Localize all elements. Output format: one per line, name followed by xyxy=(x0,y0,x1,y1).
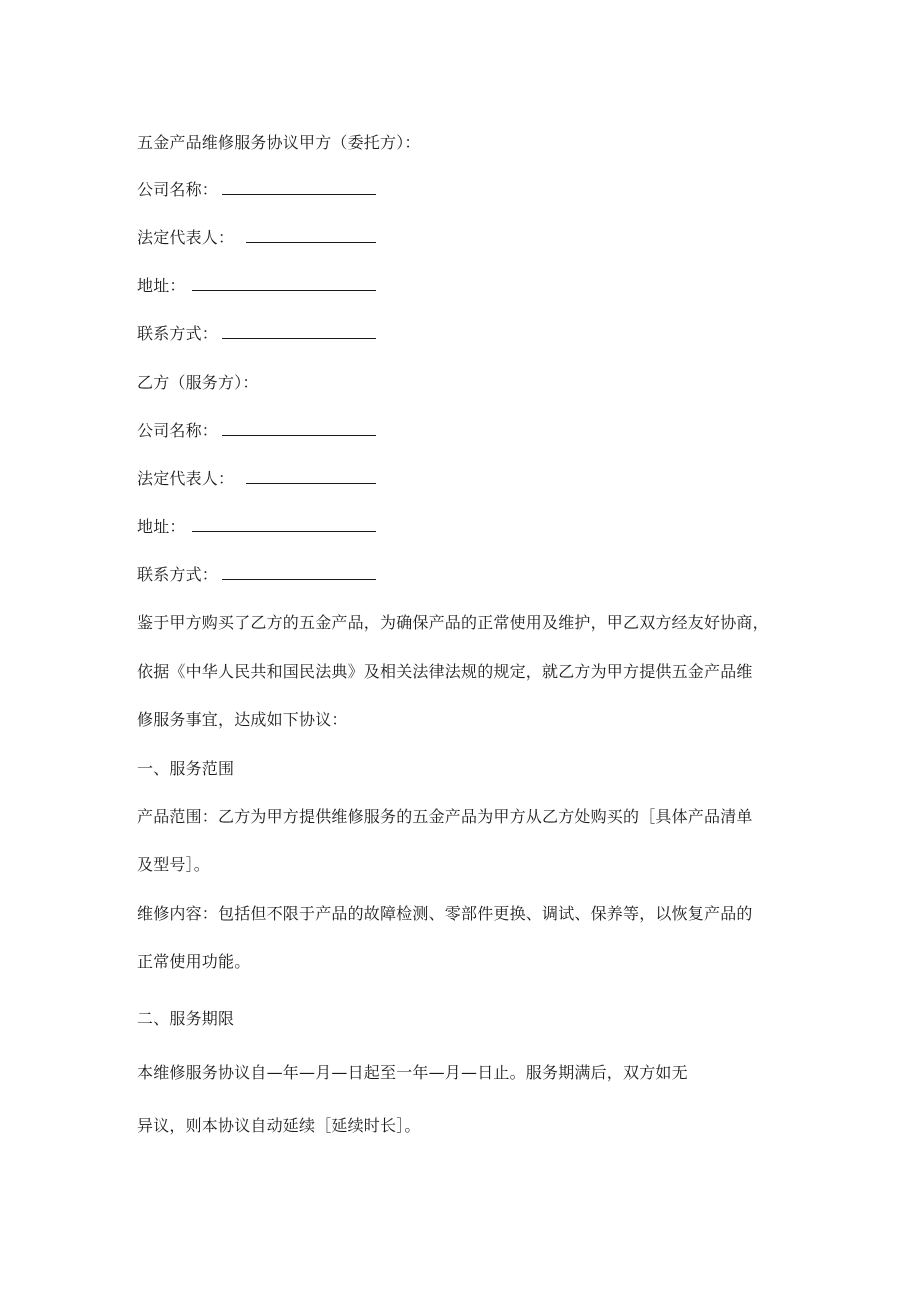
party-b-contact-row xyxy=(137,565,376,585)
party-b-company-blank[interactable] xyxy=(222,421,376,436)
party-b-rep-row xyxy=(137,469,376,489)
party-b-heading: 乙方（服务方）： xyxy=(137,373,259,392)
party-b-contact-label: 联系方式： xyxy=(137,565,219,584)
product-scope-line-1: 产品范围：乙方为甲方提供维修服务的五金产品为甲方从乙方处购买的［具体产品清单 xyxy=(137,807,753,826)
preamble-line-3: 修服务事宜，达成如下协议： xyxy=(137,710,348,729)
preamble-line-1: 鉴于甲方购买了乙方的五金产品，为确保产品的正常使用及维护，甲乙双方经友好协商， xyxy=(137,613,769,632)
repair-content-line-1: 维修内容：包括但不限于产品的故障检测、零部件更换、调试、保养等，以恢复产品的 xyxy=(137,904,753,923)
document-title-line: 五金产品维修服务协议甲方（委托方）： xyxy=(137,133,421,152)
party-b-rep-blank[interactable] xyxy=(246,469,376,484)
party-a-company-blank[interactable] xyxy=(222,180,376,195)
party-b-address-label: 地址： xyxy=(137,517,186,536)
section-1-heading: 一、服务范围 xyxy=(137,759,235,778)
party-a-address-label: 地址： xyxy=(137,276,186,295)
party-b-address-row xyxy=(137,517,376,537)
party-b-address-blank[interactable] xyxy=(192,517,376,532)
party-a-address-row xyxy=(137,276,376,296)
party-a-contact-row xyxy=(137,324,376,344)
party-b-contact-blank[interactable] xyxy=(222,565,376,580)
party-a-rep-label: 法定代表人： xyxy=(137,228,235,247)
party-a-rep-row xyxy=(137,228,376,248)
service-term-line-1: 本维修服务协议自—年—月—日起至一年—月—日止。服务期满后，双方如无 xyxy=(137,1063,688,1082)
party-a-rep-blank[interactable] xyxy=(246,228,376,243)
product-scope-line-2: 及型号］。 xyxy=(137,855,211,874)
party-b-rep-label: 法定代表人： xyxy=(137,469,235,488)
party-b-company-row xyxy=(137,421,376,441)
party-a-contact-label: 联系方式： xyxy=(137,324,219,343)
repair-content-line-2: 正常使用功能。 xyxy=(137,952,251,971)
section-2-heading: 二、服务期限 xyxy=(137,1009,235,1028)
party-a-company-row xyxy=(137,180,376,200)
party-a-address-blank[interactable] xyxy=(192,276,376,291)
party-b-company-label: 公司名称： xyxy=(137,421,219,440)
service-term-line-2: 异议，则本协议自动延续［延续时长］。 xyxy=(137,1116,421,1135)
preamble-line-2: 依据《中华人民共和国民法典》及相关法律法规的规定，就乙方为甲方提供五金产品维 xyxy=(137,662,753,681)
party-a-company-label: 公司名称： xyxy=(137,180,219,199)
party-a-contact-blank[interactable] xyxy=(222,324,376,339)
